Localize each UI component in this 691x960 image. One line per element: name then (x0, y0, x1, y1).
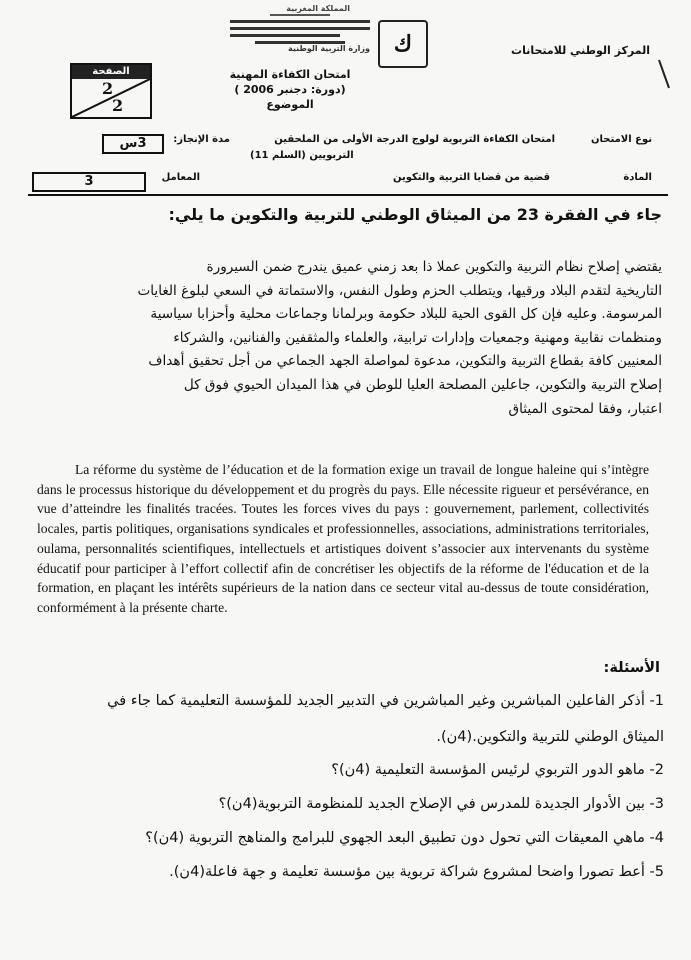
arabic-passage (40, 256, 662, 421)
arabic-line: المعنيين كافة بقطاع التربية والتكوين، مدعوة لمواصلة الجهد الجماعي من أجل تحقيق أهداف (148, 353, 662, 370)
exam-session: (دورة: دجنبر 2006 ) (234, 83, 346, 96)
subject-value: قضية من قضايا التربية والتكوين (392, 172, 550, 183)
exam-type-label: نوع الامتحان (591, 134, 652, 145)
question-5: 5- أعط تصورا واضحا لمشروع شراكة تربوية بين مؤسسة تعليمة و جهة فاعلة(4ن). (169, 864, 664, 880)
exam-type-line1: امتحان الكفاءة التربوية لولوج الدرجة الأولى من الملحقين (274, 134, 555, 145)
header-divider (28, 194, 668, 196)
page-total: 2 (112, 96, 124, 115)
questions-title: الأسئلة: (603, 660, 660, 676)
arabic-line: يقتضي إصلاح نظام التربية والتكوين عملا ذا بعد زمني عميق يندرج ضمن السيرورة (206, 259, 662, 275)
arabic-line: التاريخية لتقدم البلاد ورقيها، ويتطلب الحزم وطول النفس، والاستماتة في السعي لبلوغ الغايات (137, 282, 662, 299)
duration-value: 3س (102, 134, 164, 154)
kingdom-label: المملكة المغربية (286, 4, 350, 13)
coefficient-value: 3 (32, 172, 146, 192)
duration-label: مدة الإنجاز: (173, 134, 230, 145)
page-current: 2 (102, 79, 114, 98)
main-title: جاء في الفقرة 23 من الميثاق الوطني للتربية والتكوين ما يلي: (168, 205, 662, 224)
french-passage: La réforme du système de l’éducation et de la formation exige un travail de longue haleine qui s’intègre dans le processus historique du développement et du progrès du pays. Elle nécessite rigueur et persévérance, en vue d’atteindre les finalités tracées. Toutes les forces vives du pays : gouvernement, parlement, collectivités locales, partis politiques, organisations syndicales et professionnelles, associations, administrations territoriales, oulama, personnalités scientifiques, intellectuels et artistiques doivent s’associer aux intervenants du système éducatif pour participer à l’effort collectif afin de concrétiser les objectifs de la réforme de l'éducation et de la formation, en plaçant les intérêts supérieurs de la nation dans ce secteur vital au-dessus de toute considération, conformément à la présente charte. (37, 462, 649, 615)
arabic-line: ومنظمات نقابية ومهنية وجمعيات وإدارات ترابية، والعلماء والمثقفين والفنانين، والشركاء (173, 329, 662, 346)
subject-label: المادة (623, 172, 652, 183)
question-4: 4- ماهي المعيقات التي تحول دون تطبيق البعد الجهوي للبرامج والمناهج التربوية (4ن)؟ (145, 830, 664, 846)
exam-center: المركز الوطني للامتحانات (511, 44, 650, 57)
pen-mark (657, 58, 671, 90)
logo (378, 20, 428, 68)
arabic-line: إصلاح التربية والتكوين، جاعلين المصلحة العليا للوطن في هذا الميدان الحيوي فوق كل (183, 376, 662, 393)
logo-glyph: ك (393, 31, 413, 57)
question-3: 3- بين الأدوار الجديدة للمدرس في الإصلاح الجديد للمنظومة التربوية(4ن)؟ (218, 796, 664, 812)
question-2: 2- ماهو الدور التربوي لرئيس المؤسسة التعليمية (4ن)؟ (331, 762, 664, 778)
subject-heading: الموضوع (266, 98, 314, 111)
ministry-label: وزارة التربية الوطنية (287, 44, 370, 53)
arabic-line: اعتبار، وفقا لمحتوى الميثاق (508, 400, 662, 417)
arabic-line: المرسومة. وعليه فإن كل القوى الحية للبلاد حكومة وبرلمانا وجماعات محلية وأحزابا سياسية (150, 306, 662, 323)
exam-title: امتحان الكفاءة المهنية (229, 68, 351, 81)
exam-type-line2: التربويين (السلم 11) (250, 150, 354, 161)
page-number-box (70, 63, 152, 119)
coefficient-label: المعامل (161, 172, 200, 183)
question-1: 1- أذكر الفاعلين المباشرين وغير المباشرين في التدبير الجديد للمؤسسة التعليمية كما جاء في (107, 693, 664, 709)
ministry-header-lines (230, 10, 370, 48)
page-label: الصفحة (72, 65, 150, 79)
question-1-continued: الميثاق الوطني للتربية والتكوين.(4ن). (436, 729, 664, 745)
